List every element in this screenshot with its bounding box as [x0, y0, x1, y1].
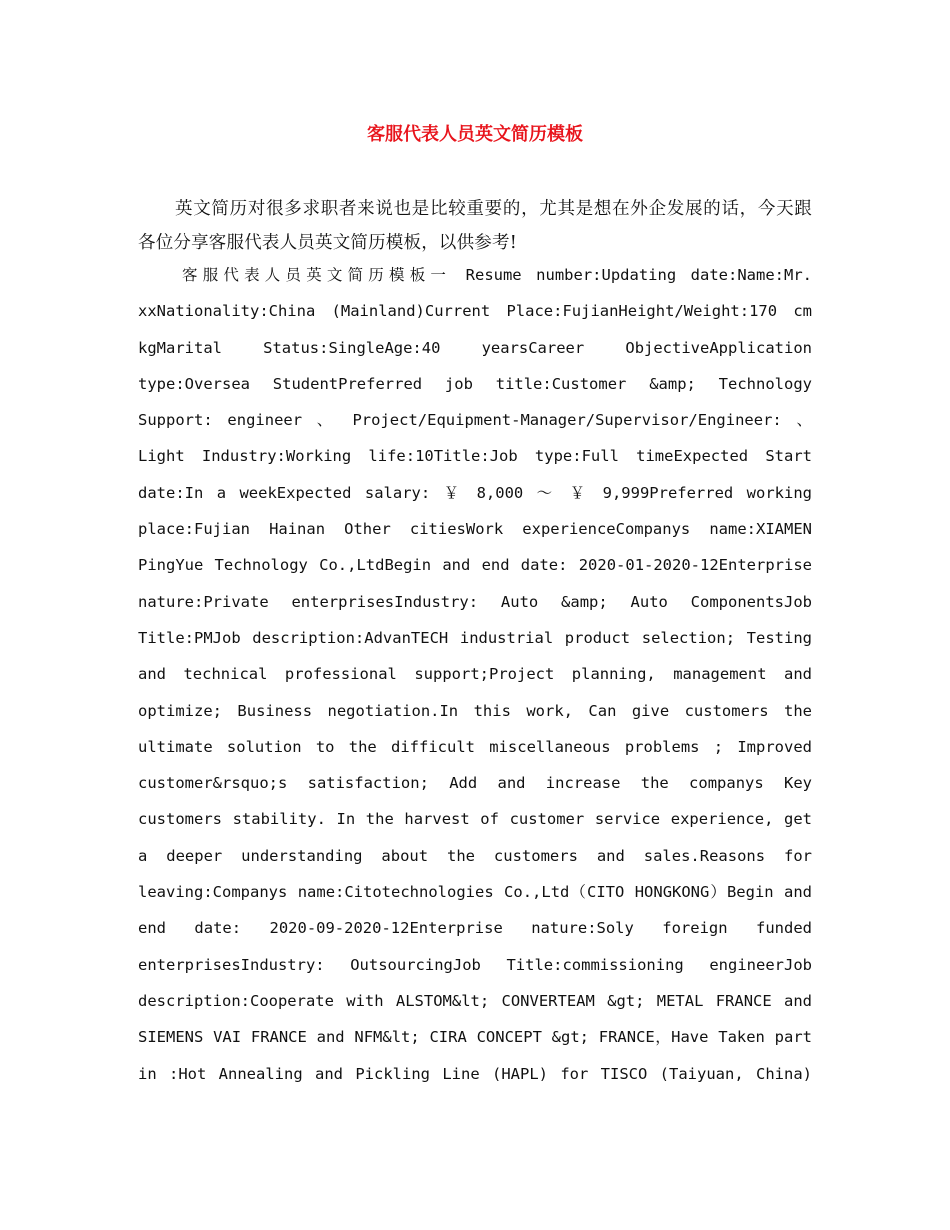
intro-paragraph: 英文简历对很多求职者来说也是比较重要的，尤其是想在外企发展的话，今天跟各位分享客服代表人员英文简历模板，以供参考! [138, 199, 812, 253]
document-title: 客服代表人员英文简历模板 [367, 124, 583, 145]
resume-body-paragraph: 客服代表人员英文简历模板一 Resume number:Updating date:Name:Mr. xxNationality:China (Mainland)Current Place:FujianHeight/Weight:170 cm kgMarital Status:SingleAge:40 yearsCareer ObjectiveApplication type:Oversea StudentPreferred job title:Customer &amp; Technology Support: engineer 、 Project/Equipment-Manager/Supervisor/Engineer: 、 Light Industry:Working life:10Title:Job type:Full timeExpected Start date:In a weekExpected salary: ￥ 8,000 ～ ￥ 9,999Preferred working place:Fujian Hainan Other citiesWork experienceCompanys name:XIAMEN PingYue Technology Co.,LtdBegin and end date: 2020-01-2020-12Enterprise nature:Private enterprisesIndustry: Auto &amp; Auto ComponentsJob Title:PMJob description:AdvanTECH industrial product selection; Testing and technical professional support;Project planning, management and optimize; Business negotiation.In this work, Can give customers the ultimate solution to the difficult miscellaneous problems ; Improved customer&rsquo;s satisfaction; Add and increase the companys Key customers stability. In the harvest of customer service experience, get a deeper understanding about the customers and sales.Reasons for leaving:Companys name:Citotechnologies Co.,Ltd（CITO HONGKONG）Begin and end date: 2020-09-2020-12Enterprise nature:Soly foreign funded enterprisesIndustry: OutsourcingJob Title:commissioning engineerJob description:Cooperate with ALSTOM&lt; CONVERTEAM &gt; METAL FRANCE and SIEMENS VAI FRANCE and NFM&lt; CIRA CONCEPT &gt; FRANCE，Have Taken part in :Hot Annealing and Pickling Line (HAPL) for TISCO (Taiyuan, China) [138, 266, 812, 1083]
